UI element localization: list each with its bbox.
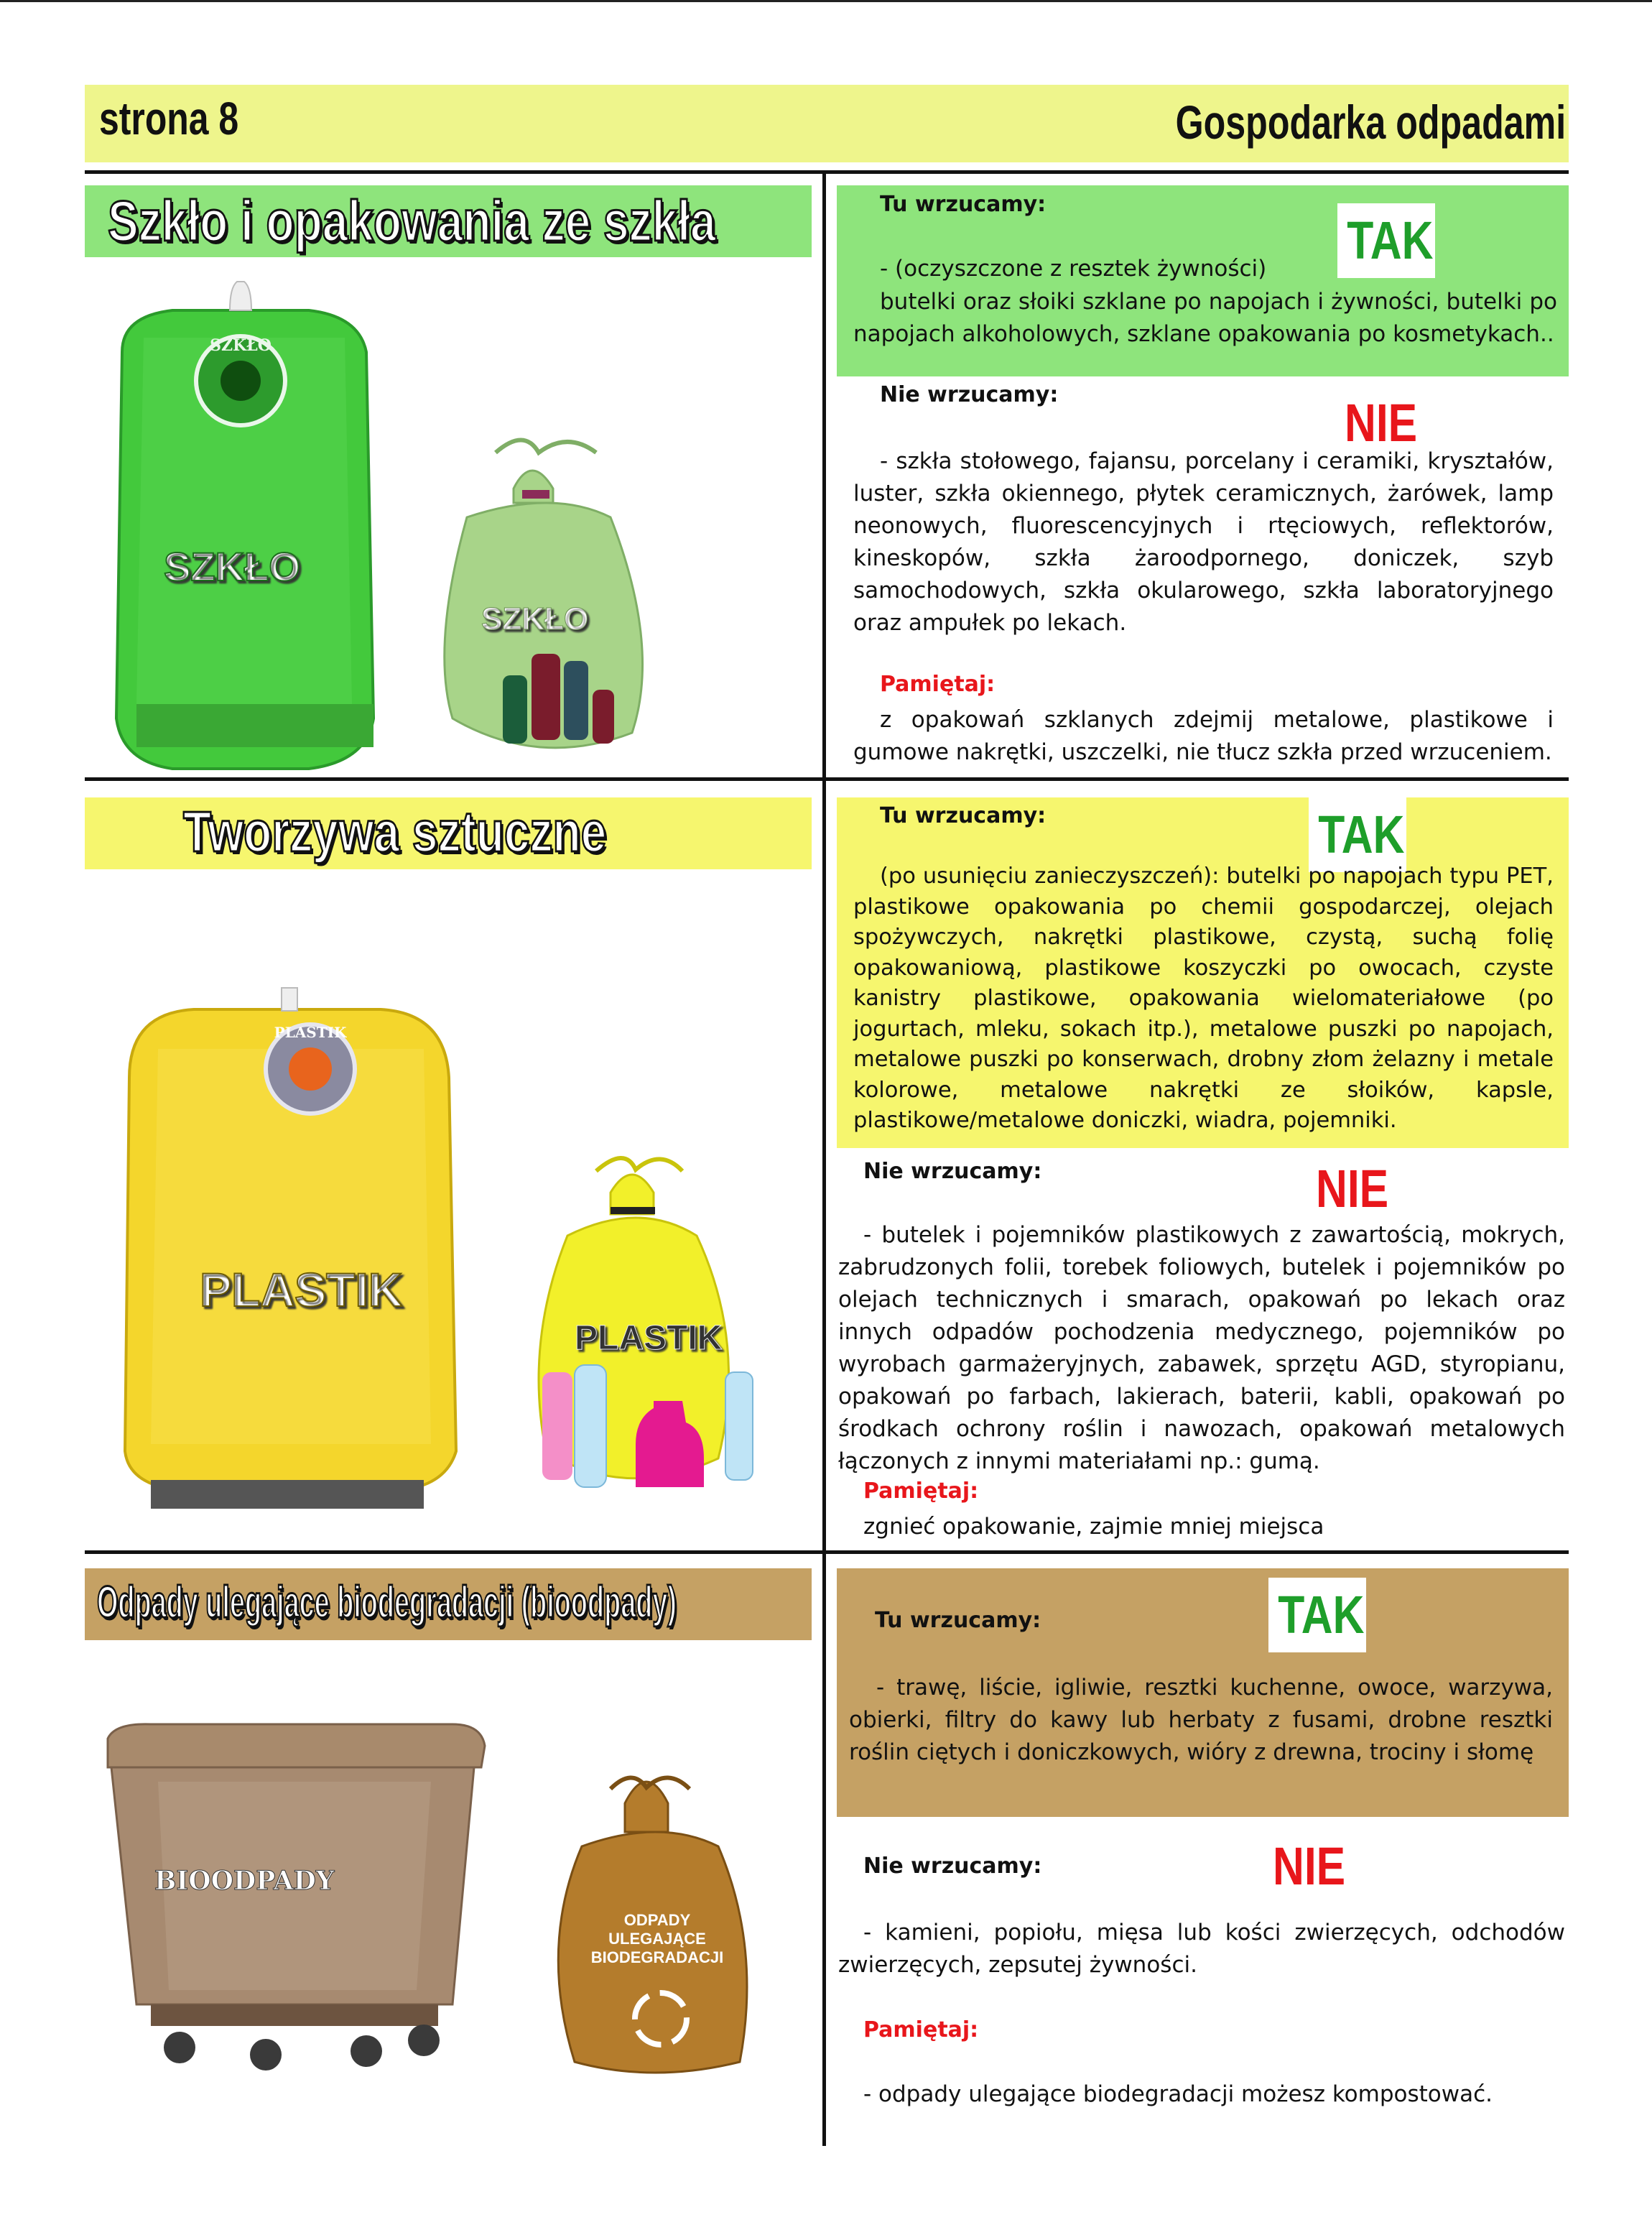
plastic-bag-label: PLASTIK — [575, 1319, 723, 1357]
glass-bin-label: SZKŁO — [164, 544, 300, 589]
glass-title: Szkło i opakowania ze szkła — [108, 189, 716, 253]
bio-bag-label-2: ULEGAJĄCE — [608, 1930, 706, 1948]
bio-bag-label-3: BIODEGRADACJI — [590, 1948, 724, 1966]
glass-no-heading: Nie wrzucamy: — [880, 382, 1059, 407]
divider-top — [85, 170, 1569, 174]
plastic-yes-text: (po usunięciu zanieczyszczeń): butelki po napojach typu PET, plastikowe opakowania po chemii gospodarczej, olejach spożywczych, nakrętki plastikowe, czystą, suchą folię opakowaniową, plastikowe koszyczki po owocach, czyste kanistry plastikowe, opakowania wielomateriałowe (po jogurtach, mleku, sokach itp.), metalowe puszki po napojach, metalowe puszki po konserwach, drobny złom żelazny i metale kolorowe, metalowe nakrętki ze słoików, kapsle, plastikowe/metalowe doniczki, wiadra, pojemniki. — [853, 864, 1554, 1133]
plastic-bin — [125, 988, 456, 1509]
glass-yes-badge: TAK — [1337, 203, 1435, 278]
plastic-bin-label: PLASTIK — [200, 1263, 403, 1316]
bio-bin-label: BIOODPADY — [154, 1866, 335, 1896]
glass-yes-line1: - (oczyszczone z resztek żywności) — [880, 256, 1267, 282]
plastic-yes-heading: Tu wrzucamy: — [880, 803, 1047, 828]
glass-bag — [445, 440, 643, 748]
glass-yes-text: butelki oraz słoiki szklane po napojach i żywności, butelki po napojach alkoholowych, szklane opakowania po kosmetykach.. — [853, 289, 1557, 347]
bio-yes-text: - trawę, liście, igliwie, resztki kuchenne, owoce, warzywa, obierki, filtry do kawy lub herbaty z fusami, drobne resztki roślin ciętych i doniczkowych, wióry z drewna, trociny i słomę — [849, 1675, 1553, 1765]
plastic-yes-badge: TAK — [1309, 797, 1406, 872]
bio-illustration — [93, 1717, 797, 2091]
bio-yes-badge: TAK — [1268, 1578, 1366, 1652]
glass-remember-text: z opakowań szklanych zdejmij metalowe, plastikowe i gumowe nakrętki, uszczelki, nie tłucz szkła przed wrzuceniem. — [853, 707, 1554, 765]
bio-bag-label-1: ODPADY — [623, 1911, 691, 1929]
divider-plastic-bio — [85, 1550, 1569, 1554]
plastic-remember-heading: Pamiętaj: — [863, 1479, 979, 1504]
bio-bin — [108, 1724, 485, 2071]
glass-no-text: - szkła stołowego, fajansu, porcelany i ceramiki, kryształów, luster, szkła okiennego, płytek ceramicznych, żarówek, lamp neonowych, fluorescencyjnych i rtęciowych, reflektorów, kineskopów, szkła żaroodpornego, doniczek, szyb samochodowych, szkła okularowego, szkła laboratoryjnego oraz ampułek po lekach. — [853, 448, 1554, 636]
glass-remember-heading: Pamiętaj: — [880, 672, 996, 697]
plastic-illustration — [108, 984, 797, 1530]
bio-remember-text: - odpady ulegające biodegradacji możesz kompostować. — [863, 2081, 1493, 2107]
plastic-title: Tworzywa sztuczne — [183, 800, 607, 864]
page-number: strona 8 — [99, 93, 239, 144]
glass-bin-ring-text: SZKŁO — [210, 336, 272, 355]
plastic-remember-text: zgnieć opakowanie, zajmie mniej miejsca — [863, 1514, 1324, 1540]
glass-illustration — [93, 273, 812, 776]
bio-remember-heading: Pamiętaj: — [863, 2017, 979, 2042]
section-title: Gospodarka odpadami — [1175, 96, 1566, 149]
glass-bag-label: SZKŁO — [481, 601, 589, 637]
column-divider — [822, 174, 826, 2146]
plastic-no-badge: NIE — [1316, 1159, 1389, 1218]
bio-no-text: - kamieni, popiołu, mięsa lub kości zwierzęcych, odchodów zwierzęcych, zepsutej żywności. — [838, 1920, 1565, 1978]
plastic-no-text: - butelek i pojemników plastikowych z zawartością, mokrych, zabrudzonych folii, torebek foliowych, butelek i pojemników po olejach technicznych i smarach, opakowań po lekach oraz innych odpadów pochodzenia medycznego, pojemników po wyrobach garmażeryjnych, zabawek, sprzętu AGD, styropianu, opakowań po farbach, lakierach, baterii, kabli, opakowań po środkach ochrony roślin i nawozach, opakowań metalowych łączonych z innymi materiałami np.: gumą. — [838, 1222, 1565, 1474]
plastic-no-heading: Nie wrzucamy: — [863, 1159, 1042, 1184]
bio-title: Odpady ulegające biodegradacji (bioodpady) — [97, 1578, 677, 1627]
bio-yes-heading: Tu wrzucamy: — [875, 1608, 1041, 1633]
glass-no-badge: NIE — [1345, 393, 1418, 453]
divider-glass-plastic — [85, 777, 1569, 781]
top-border — [0, 0, 1652, 2]
plastic-bin-ring-text: PLASTIK — [274, 1024, 347, 1041]
bio-no-badge: NIE — [1273, 1836, 1346, 1896]
bio-no-heading: Nie wrzucamy: — [863, 1854, 1042, 1879]
glass-yes-heading: Tu wrzucamy: — [880, 192, 1047, 217]
